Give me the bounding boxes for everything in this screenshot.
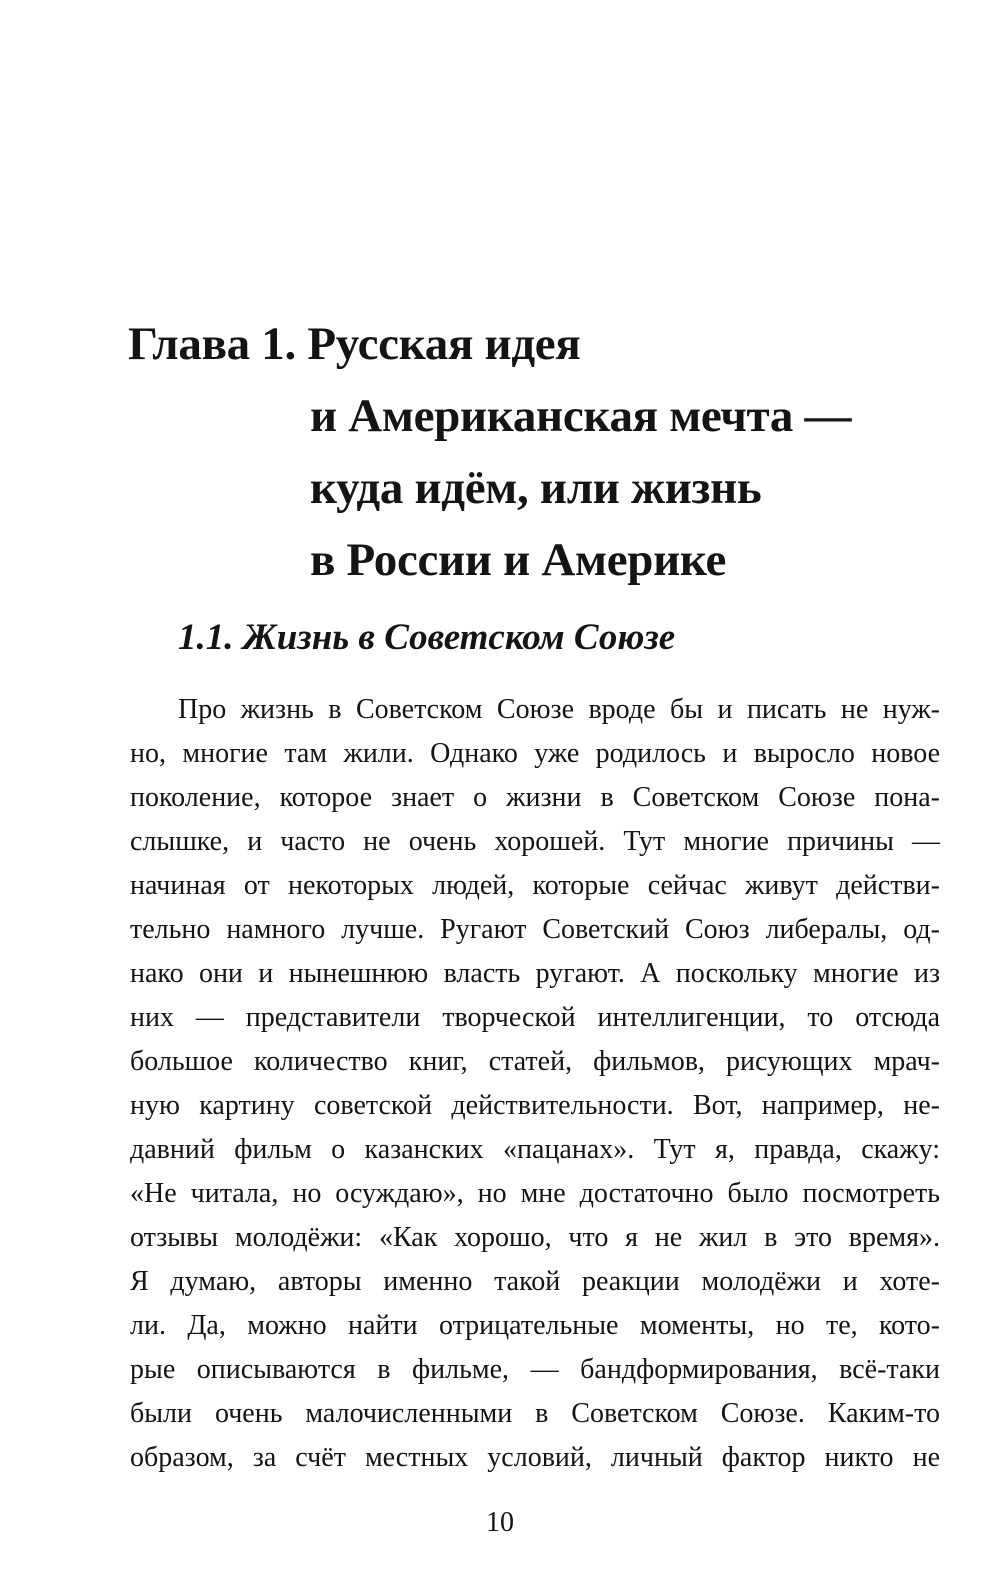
text-line: Я думаю, авторы именно такой реакции молодёжи и хоте-: [130, 1266, 940, 1297]
chapter-title-line: и Американская мечта —: [310, 390, 852, 442]
text-line: рые описываются в фильме, — бандформирования, всё-таки: [130, 1354, 940, 1385]
body-paragraph: [130, 688, 940, 1480]
text-line: поколение, которое знает о жизни в Советском Союзе пона-: [130, 782, 940, 813]
text-line: большое количество книг, статей, фильмов, рисующих мрач-: [130, 1046, 940, 1077]
text-line: «Не читала, но осуждаю», но мне достаточно было посмотреть: [130, 1178, 940, 1209]
text-line: нако они и нынешнюю власть ругают. А поскольку многие из: [130, 958, 940, 989]
text-line: Про жизнь в Советском Союзе вроде бы и писать не нуж-: [178, 694, 940, 725]
chapter-title-line: Глава 1. Русская идея: [128, 318, 581, 370]
text-line: но, многие там жили. Однако уже родилось и выросло новое: [130, 738, 940, 769]
chapter-title-line: в России и Америке: [310, 534, 727, 586]
text-line: образом, за счёт местных условий, личный фактор никто не: [130, 1442, 940, 1473]
text-line: были очень малочисленными в Советском Союзе. Каким-то: [130, 1398, 940, 1429]
text-line: тельно намного лучше. Ругают Советский Союз либералы, од-: [130, 914, 940, 945]
chapter-title: [128, 308, 948, 596]
text-line: слышке, и часто не очень хорошей. Тут многие причины —: [130, 826, 940, 857]
text-line: них — представители творческой интеллигенции, то отсюда: [130, 1002, 940, 1033]
page-number: 10: [486, 1507, 514, 1538]
chapter-title-line: куда идём, или жизнь: [310, 462, 762, 514]
section-title: 1.1. Жизнь в Советском Союзе: [178, 617, 676, 658]
text-line: отзывы молодёжи: «Как хорошо, что я не жил в это время».: [130, 1222, 940, 1253]
text-line: давний фильм о казанских «пацанах». Тут я, правда, скажу:: [130, 1134, 940, 1165]
text-line: ную картину советской действительности. Вот, например, не-: [130, 1090, 940, 1121]
text-line: ли. Да, можно найти отрицательные моменты, но те, кото-: [130, 1310, 940, 1341]
text-line: начиная от некоторых людей, которые сейчас живут действи-: [130, 870, 940, 901]
